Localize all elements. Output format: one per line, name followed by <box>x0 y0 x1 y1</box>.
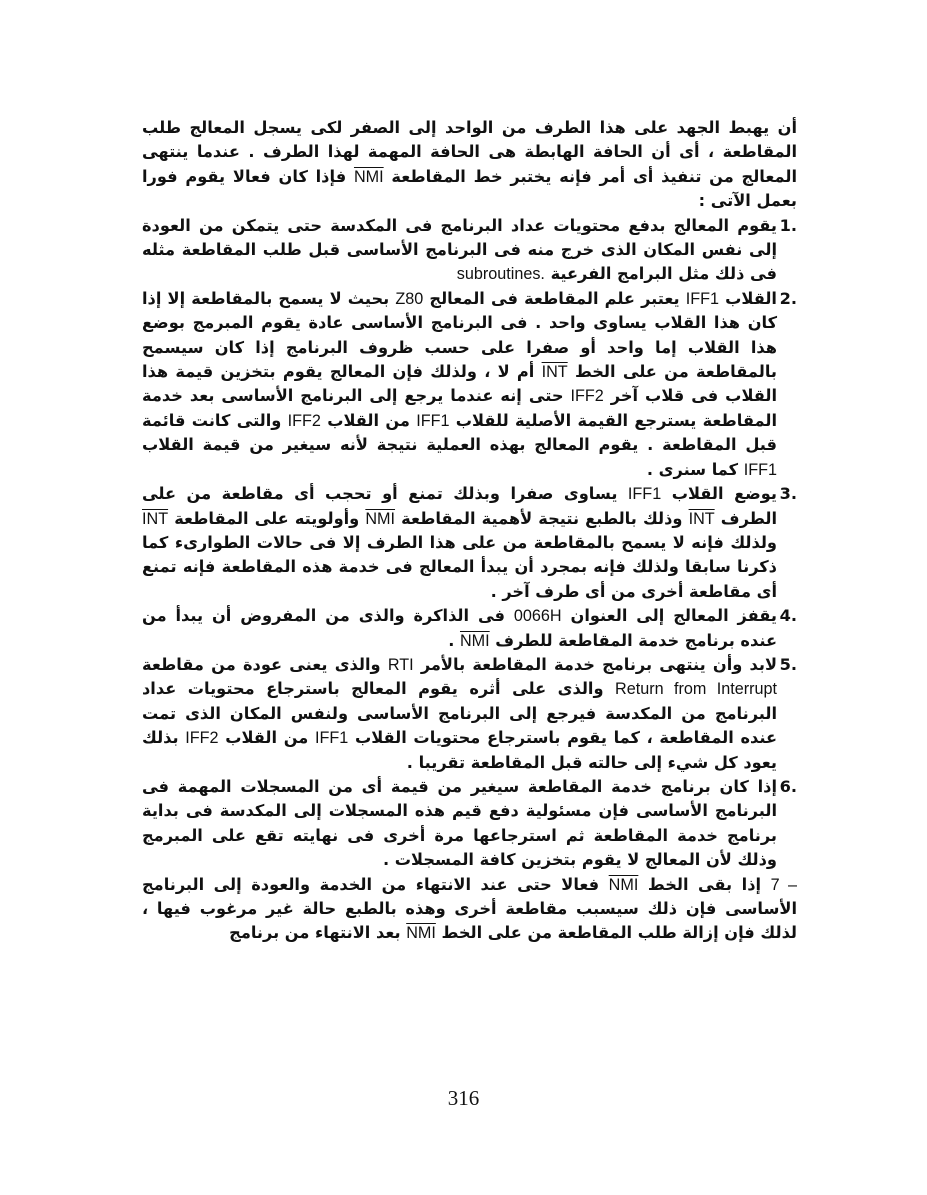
int-term: $\overline{INT}$ <box>688 509 715 528</box>
nmi-term: $\overline{NMI}$ <box>608 875 639 894</box>
list-item-7 <box>142 873 797 946</box>
item-text: بذلك يعود كل شيء إلى حالته قبل المقاطعة تقريبا . <box>142 728 777 772</box>
int-term: $\overline{INT}$ <box>541 363 568 382</box>
item-text: إذا كان برنامج خدمة المقاطعة سيغير من قيمة أى من المسجلات المهمة فى البرنامج الأساسى فإن مسئولية دفع قيم هذه المسجلات إلى المكدسة فى بداية برنامج خدمة المقاطعة ثم استرجاعها مرة أخرى فى نهايته تقع على المبرمج وذلك لأن المعالج لا يقوم بتخزين كافة المسجلات . <box>142 776 777 870</box>
iff1-term: IFF1 <box>416 411 450 430</box>
item-text: ولذلك فإنه لا يسمح بالمقاطعة من على هذا الطرف إلا فى حالات الطوارىء كما ذكرنا سابقا ولذلك فإنه بمجرد أن يبدأ المعالج فى خدمة هذه المقاطعة فإنه تمنع أى مقاطعة أخرى من أى طرف آخر . <box>142 532 777 601</box>
iff1-term: IFF1 <box>685 289 720 308</box>
item-text: وأولويته على المقاطعة <box>174 508 360 528</box>
item-text: فعالا حتى عند الانتهاء من الخدمة والعودة إلى البرنامج الأساسى فإن ذلك سيسبب مقاطعة أخرى وهذه بالطبع حالة غير مرغوب فيها ، لذلك فإن إزالة طلب المقاطعة من على الخط <box>142 874 797 943</box>
item-text: والذى على أثره يقوم المعالج باسترجاع محتويات عداد البرنامج من المكدسة فيرجع إلى البرنامج الأساسى ولنفس المكان الذى تمت عنده المقاطعة ، كما يقوم باسترجاع محتويات القلاب <box>142 679 778 748</box>
item-text: إذا بقى الخط <box>647 874 762 894</box>
page-number: 316 <box>447 1086 480 1110</box>
nmi-term: $\overline{NMI}$ <box>459 631 490 650</box>
intro-paragraph <box>142 116 797 214</box>
item-text: يساوى صفرا وبذلك تمنع أو تحجب أى مقاطعة من على الطرف <box>142 484 778 528</box>
page-body <box>142 116 797 946</box>
iff2-term: IFF2 <box>287 411 321 430</box>
item-text: لابد وأن ينتهى برنامج خدمة المقاطعة بالأمر <box>420 654 778 674</box>
list-item-4 <box>142 604 797 653</box>
item-text: من القلاب <box>225 728 309 748</box>
item-text: أم لا ، ولذلك فإن المعالج يقوم بتخزين قيمة هذا القلاب فى قلاب آخر <box>142 362 778 406</box>
intro-text-a: أن يهبط الجهد على هذا الطرف من الواحد إلى الصفر لكى يسجل المعالج طلب المقاطعة ، أى أن الحافة الهابطة هى الحافة المهمة لهذا الطرف . عندما ينتهى المعالج من تنفيذ أى أمر فإنه يختبر خط المقاطعة <box>142 118 797 186</box>
item-text: فى الذاكرة والذى من المفروض أن يبدأ من عنده برنامج خدمة المقاطعة للطرف <box>142 606 777 650</box>
item-text: بحيث لا يسمح بالمقاطعة إلا إذا كان هذا القلاب يساوى واحد . فى البرنامج الأساسى عادة يقوم المبرمج بوضع هذا القلاب إما واحد أو صفرا على حسب ظروف البرنامج إذا كان سيسمح بالمقاطعة من على الخط <box>142 288 777 382</box>
list-item-6 <box>142 775 797 873</box>
item-text: يقوم المعالج بدفع محتويات عداد البرنامج فى المكدسة حتى يتمكن من العودة إلى نفس المكان الذى خرج منه فى البرنامج الأساسى قبل طلب المقاطعة مثله فى ذلك مثل البرامج الفرعية <box>142 215 777 284</box>
address-term: 0066H <box>513 607 562 626</box>
item-text: كما سنرى . <box>646 459 739 479</box>
item-text: والتى كانت قائمة قبل المقاطعة . يقوم المعالج بهذه العملية نتيجة لأنه سيغير من قيمة القلاب <box>142 410 777 455</box>
nmi-term: $\overline{NMI}$ <box>365 509 396 528</box>
iff1-term: IFF1 <box>314 729 349 748</box>
iff1-term: IFF1 <box>627 485 662 504</box>
item-text: القلاب <box>725 288 777 308</box>
z80-term: Z80 <box>395 289 424 308</box>
item-text: يعتبر علم المقاطعة فى المعالج <box>429 288 680 308</box>
list-item-1 <box>142 214 797 287</box>
item-text: . <box>448 630 455 650</box>
item-number: 4. <box>779 606 797 626</box>
item-number: 6. <box>779 776 797 796</box>
iff2-term: IFF2 <box>570 387 604 406</box>
iff1-term: IFF1 <box>743 460 777 479</box>
item-text: بعد الانتهاء من برنامج <box>229 923 401 943</box>
list-item-3 <box>142 482 797 604</box>
item-text: والذى يعنى عودة من مقاطعة <box>142 654 381 674</box>
item-number: 7 – <box>770 875 797 894</box>
item-text: يوضع القلاب <box>671 484 777 504</box>
subroutines-term: subroutines. <box>456 265 545 284</box>
intro-text-b: فإذا كان فعالا يقوم فورا بعمل الآتى : <box>142 166 797 211</box>
nmi-term: $\overline{NMI}$ <box>353 167 384 186</box>
iff2-term: IFF2 <box>185 729 219 748</box>
item-text: وذلك بالطبع نتيجة لأهمية المقاطعة <box>401 508 683 528</box>
int-term: $\overline{INT}$ <box>142 509 169 528</box>
list-item-5 <box>142 653 797 775</box>
item-text: من القلاب <box>327 410 410 430</box>
item-number: 2. <box>779 288 797 308</box>
nmi-term: $\overline{NMI}$ <box>406 924 436 943</box>
rti-term: RTI <box>387 655 414 674</box>
item-number: 1. <box>779 215 797 235</box>
item-text: حتى إنه عندما يرجع إلى البرنامج الأساسى بعد خدمة المقاطعة يسترجع القيمة الأصلية للقلاب <box>142 386 777 430</box>
item-text: يقفز المعالج إلى العنوان <box>570 606 778 626</box>
item-number: 3. <box>779 484 797 504</box>
return-from-interrupt-term: Return from Interrupt <box>615 680 777 699</box>
item-number: 5. <box>779 654 797 674</box>
list-item-2 <box>142 287 797 482</box>
